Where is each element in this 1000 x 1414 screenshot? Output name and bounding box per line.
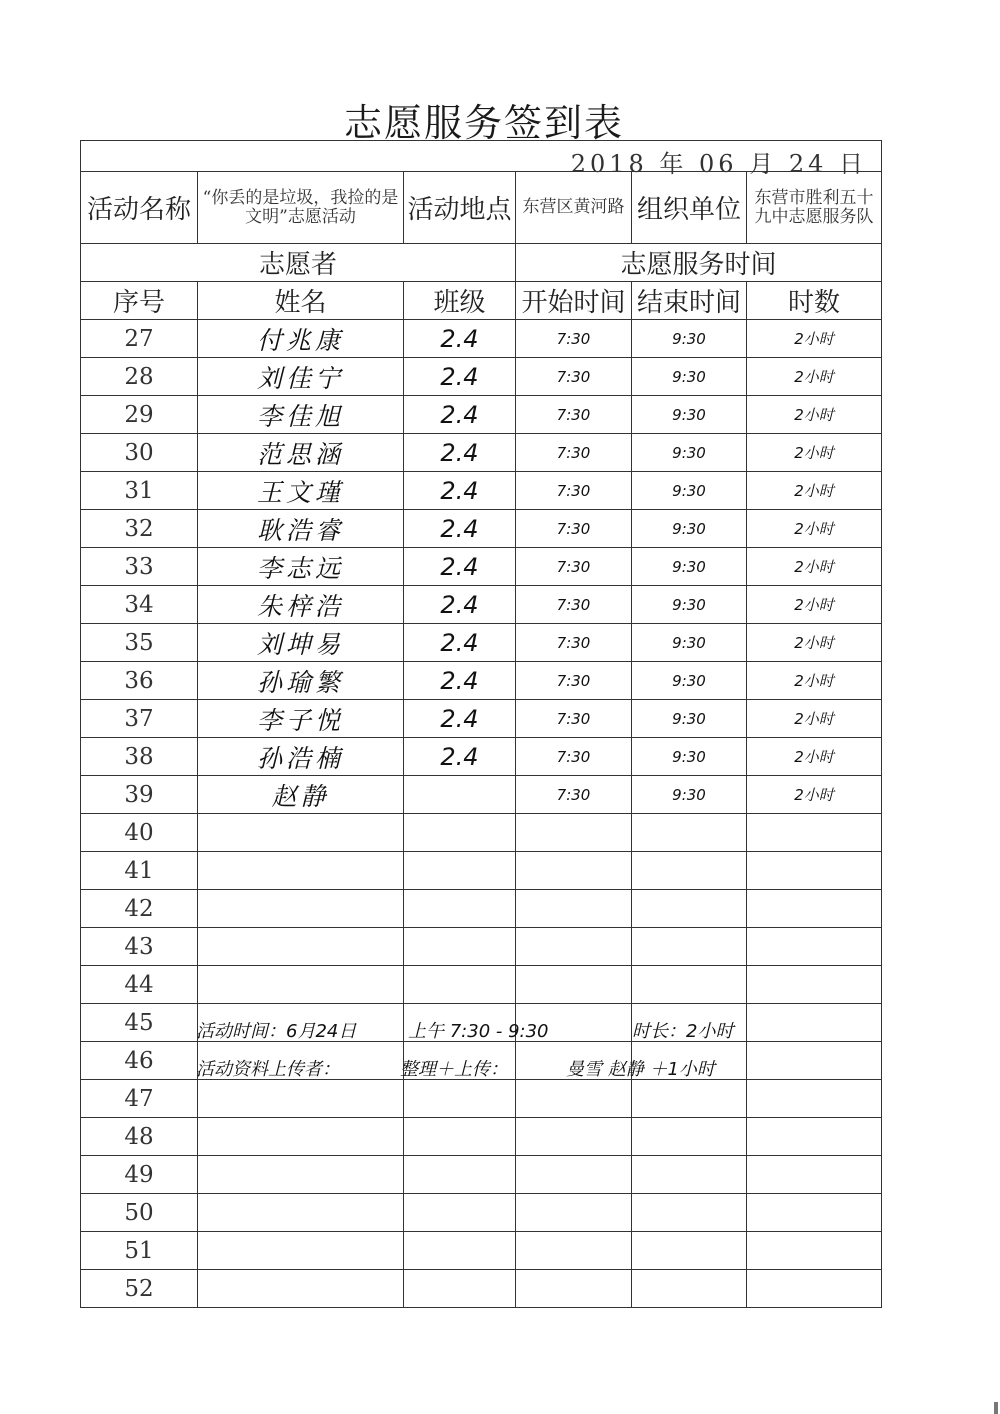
volunteer-class: 2.4 <box>440 590 479 619</box>
end-time: 9:30 <box>672 785 706 804</box>
volunteer-class: 2.4 <box>440 514 479 543</box>
table-row <box>80 1270 882 1308</box>
volunteer-class: 2.4 <box>440 476 479 505</box>
table-row <box>80 890 882 928</box>
row-no: 49 <box>124 1161 154 1188</box>
table-row <box>80 928 882 966</box>
col-header-class-cell <box>404 282 516 319</box>
sign-in-sheet <box>80 140 882 1308</box>
row-no: 37 <box>124 705 154 732</box>
volunteer-class: 2.4 <box>440 362 479 391</box>
volunteer-group-cell <box>81 244 516 281</box>
note-uploader-label: 活动资料上传者： <box>196 1059 340 1080</box>
end-time: 9:30 <box>672 443 706 462</box>
end-time: 9:30 <box>672 367 706 386</box>
row-no: 38 <box>124 743 154 770</box>
volunteer-name: 李子悦 <box>256 705 344 735</box>
start-time: 7:30 <box>556 329 591 348</box>
scan-mark <box>994 1402 998 1414</box>
location-label-cell <box>404 172 516 243</box>
volunteer-name: 朱梓浩 <box>256 591 344 621</box>
activity-name-cell <box>198 172 404 243</box>
service-hours: 2小时 <box>794 330 834 348</box>
row-no: 42 <box>124 895 154 922</box>
volunteer-name: 李志远 <box>256 553 344 583</box>
col-header-class: 班级 <box>433 288 486 318</box>
volunteer-name: 刘佳宁 <box>256 363 344 393</box>
start-time: 7:30 <box>556 481 591 500</box>
end-time: 9:30 <box>672 671 706 690</box>
row-no: 45 <box>124 1009 154 1036</box>
start-time: 7:30 <box>556 785 591 804</box>
end-time: 9:30 <box>672 709 706 728</box>
column-header-row <box>80 282 882 320</box>
start-time: 7:30 <box>556 443 591 462</box>
service-hours: 2小时 <box>794 748 834 766</box>
service-hours: 2小时 <box>794 482 834 500</box>
end-time: 9:30 <box>672 481 706 500</box>
note-uploader-action: 整理＋上传： <box>400 1059 508 1080</box>
row-no: 39 <box>124 781 154 808</box>
volunteer-name: 刘坤易 <box>256 629 344 659</box>
service-time-group-header: 志愿服务时间 <box>620 250 777 280</box>
row-no: 34 <box>124 591 154 618</box>
service-hours: 2小时 <box>794 634 834 652</box>
table-row <box>80 472 882 510</box>
service-hours: 2小时 <box>794 672 834 690</box>
row-no: 43 <box>124 933 154 960</box>
volunteer-class: 2.4 <box>440 438 479 467</box>
volunteer-name: 耿浩睿 <box>256 515 344 545</box>
col-header-start-cell <box>516 282 632 319</box>
activity-name-label-cell <box>81 172 198 243</box>
start-time: 7:30 <box>556 557 591 576</box>
volunteer-class: 2.4 <box>440 666 479 695</box>
end-time: 9:30 <box>672 405 706 424</box>
volunteer-name: 王文瑾 <box>256 477 344 507</box>
table-row <box>80 852 882 890</box>
service-hours: 2小时 <box>794 596 834 614</box>
form-title: 志愿服务签到表 <box>343 101 624 145</box>
service-time-group-cell <box>516 244 881 281</box>
start-time: 7:30 <box>556 367 591 386</box>
row-no: 30 <box>124 439 154 466</box>
service-hours: 2小时 <box>794 444 834 462</box>
start-time: 7:30 <box>556 671 591 690</box>
location: 东营区黄河路 <box>522 197 625 217</box>
volunteer-class: 2.4 <box>440 628 479 657</box>
table-row <box>80 700 882 738</box>
row-no: 28 <box>124 363 154 390</box>
volunteer-class: 2.4 <box>440 742 479 771</box>
service-hours: 2小时 <box>794 710 834 728</box>
note-time-range: 上午 7:30 - 9:30 <box>408 1021 549 1042</box>
table-row <box>80 358 882 396</box>
row-no: 36 <box>124 667 154 694</box>
col-header-hours-cell <box>747 282 881 319</box>
service-hours: 2小时 <box>794 520 834 538</box>
table-row <box>80 1232 882 1270</box>
organizer-label: 组织单位 <box>636 195 741 225</box>
activity-name-label: 活动名称 <box>86 195 191 225</box>
row-no: 46 <box>124 1047 154 1074</box>
row-no: 32 <box>124 515 154 542</box>
start-time: 7:30 <box>556 405 591 424</box>
end-time: 9:30 <box>672 633 706 652</box>
table-row <box>80 434 882 472</box>
date-row <box>80 140 882 178</box>
end-time: 9:30 <box>672 519 706 538</box>
table-row <box>80 1080 882 1118</box>
table-row <box>80 624 882 662</box>
volunteer-class: 2.4 <box>440 704 479 733</box>
location-cell <box>516 172 632 243</box>
table-row <box>80 510 882 548</box>
volunteer-class: 2.4 <box>440 324 479 353</box>
activity-name: “你丢的是垃圾，我捡的是文明”志愿活动 <box>202 187 399 227</box>
row-no: 48 <box>124 1123 154 1150</box>
row-no: 44 <box>124 971 154 998</box>
table-row <box>80 548 882 586</box>
volunteer-rows <box>80 320 882 1308</box>
col-header-hours: 时数 <box>787 288 840 318</box>
col-header-end: 结束时间 <box>636 288 741 318</box>
organizer: 东营市胜利五十九中志愿服务队 <box>754 187 874 227</box>
service-hours: 2小时 <box>794 558 834 576</box>
volunteer-name: 孙瑜繁 <box>256 667 344 697</box>
row-no: 33 <box>124 553 154 580</box>
table-row <box>80 1156 882 1194</box>
service-hours: 2小时 <box>794 368 834 386</box>
volunteer-class: 2.4 <box>440 552 479 581</box>
start-time: 7:30 <box>556 709 591 728</box>
row-no: 41 <box>124 857 154 884</box>
row-no: 51 <box>124 1237 154 1264</box>
table-row <box>80 320 882 358</box>
col-header-name: 姓名 <box>274 288 327 318</box>
table-row <box>80 1194 882 1232</box>
table-row <box>80 1118 882 1156</box>
col-header-end-cell <box>632 282 747 319</box>
group-header-row <box>80 244 882 282</box>
start-time: 7:30 <box>556 519 591 538</box>
col-header-start: 开始时间 <box>521 288 626 318</box>
note-duration: 时长：2小时 <box>632 1021 734 1042</box>
table-row <box>80 586 882 624</box>
note-uploader-credit: 曼雪 赵静 ＋1小时 <box>566 1059 715 1080</box>
note-activity-time: 活动时间：6月24日 <box>196 1021 357 1042</box>
table-row <box>80 966 882 1004</box>
start-time: 7:30 <box>556 595 591 614</box>
table-row <box>80 662 882 700</box>
table-row <box>80 776 882 814</box>
organizer-label-cell <box>632 172 747 243</box>
end-time: 9:30 <box>672 329 706 348</box>
row-no: 27 <box>124 325 154 352</box>
service-hours: 2小时 <box>794 406 834 424</box>
table-row <box>80 814 882 852</box>
volunteer-class: 2.4 <box>440 400 479 429</box>
end-time: 9:30 <box>672 747 706 766</box>
volunteer-name: 赵静 <box>271 781 330 811</box>
col-header-no: 序号 <box>112 288 165 318</box>
service-hours: 2小时 <box>794 786 834 804</box>
volunteer-group-header: 志愿者 <box>258 250 337 280</box>
row-no: 40 <box>124 819 154 846</box>
end-time: 9:30 <box>672 557 706 576</box>
start-time: 7:30 <box>556 633 591 652</box>
start-time: 7:30 <box>556 747 591 766</box>
form-date: 2018 年 06 月 24 日 <box>570 150 867 178</box>
organizer-cell <box>747 172 881 243</box>
row-no: 35 <box>124 629 154 656</box>
table-row <box>80 738 882 776</box>
row-no: 47 <box>124 1085 154 1112</box>
activity-info-row <box>80 172 882 244</box>
volunteer-name: 范思涵 <box>256 439 344 469</box>
volunteer-name: 孙浩楠 <box>256 743 344 773</box>
location-label: 活动地点 <box>407 195 512 225</box>
end-time: 9:30 <box>672 595 706 614</box>
row-no: 31 <box>124 477 154 504</box>
table-row <box>80 396 882 434</box>
col-header-no-cell <box>81 282 198 319</box>
row-no: 52 <box>124 1275 154 1302</box>
row-no: 50 <box>124 1199 154 1226</box>
row-no: 29 <box>124 401 154 428</box>
col-header-name-cell <box>198 282 404 319</box>
volunteer-name: 李佳旭 <box>256 401 344 431</box>
volunteer-name: 付兆康 <box>256 325 344 355</box>
